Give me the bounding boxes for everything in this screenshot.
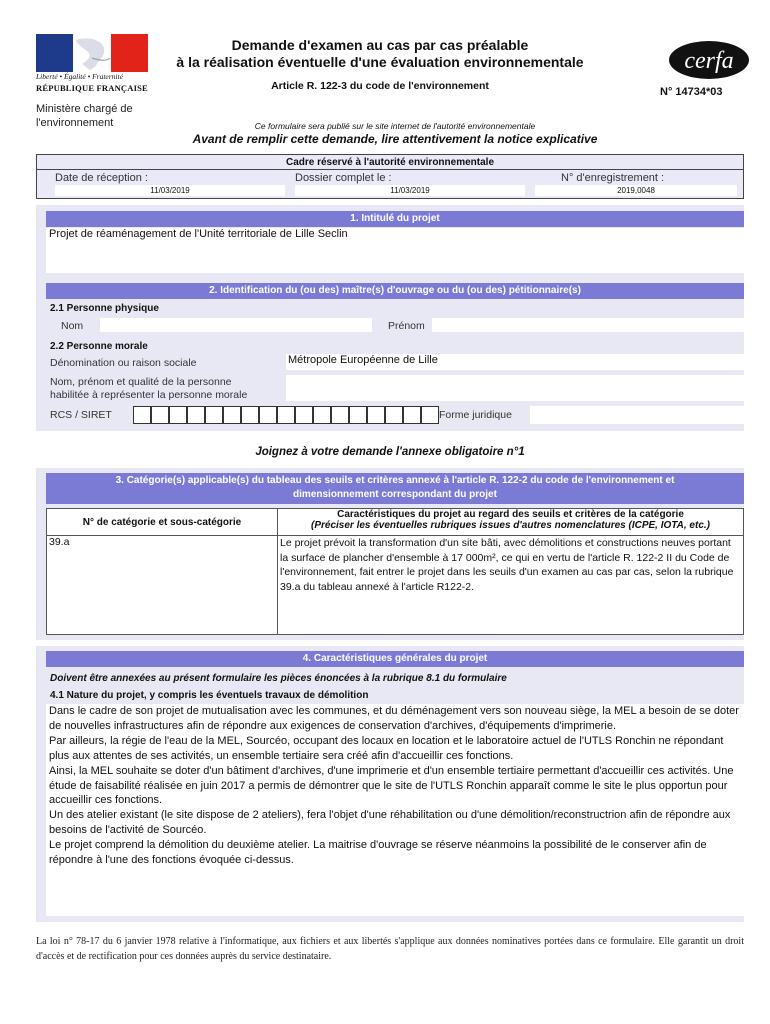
siret-digit-box[interactable] — [241, 406, 259, 424]
title-line-2: à la réalisation éventuelle d'une évaluation environnementale — [176, 54, 584, 70]
nom-field[interactable] — [100, 318, 372, 332]
habilitee-field[interactable] — [286, 375, 744, 401]
siret-digit-box[interactable] — [205, 406, 223, 424]
table-row — [47, 536, 744, 635]
cerfa-logo — [668, 40, 750, 80]
article-reference: Article R. 122-3 du code de l'environnement — [271, 80, 489, 92]
siret-digit-box[interactable] — [313, 406, 331, 424]
reserved-title: Cadre réservé à l'autorité environnementale — [285, 157, 495, 168]
siret-digit-box[interactable] — [277, 406, 295, 424]
paragraph: Un des atelier existant (le site dispose de 2 ateliers), fera l'objet d'une réhabilitation ou d'une démolition/reconstructrion afin de répondre aux besoins de l'activité de Sourcéo. — [49, 809, 731, 837]
enregistrement-field[interactable]: 2019,0048 — [535, 185, 737, 196]
publication-note: Ce formulaire sera publié sur le site internet de l'autorité environnementale — [254, 121, 536, 131]
nom-label: Nom — [61, 320, 84, 332]
siret-digit-box[interactable] — [421, 406, 439, 424]
ministere-label: Ministère chargé de l'environnement — [36, 103, 133, 129]
annexe-notice: Joignez à votre demande l'annexe obligatoire n°1 — [255, 446, 525, 458]
reserved-box — [36, 154, 744, 199]
paragraph: Ainsi, la MEL souhaite se doter d'un bâtiment d'archives, d'une imprimerie et d'un ensemble tertiaire permettant d'accueillir ces activités. Une étude de faisabilité réalisée en juin 2017 a permis de démontrer que le site de l'UTLS Ronchin apparaît comme le site le plus opportun pour accueillir ces fonctions. — [49, 764, 734, 807]
col-category-header: N° de catégorie et sous-catégorie — [47, 509, 278, 536]
prenom-label: Prénom — [388, 320, 425, 332]
personne-physique-title: 2.1 Personne physique — [50, 303, 159, 314]
forme-juridique-label: Forme juridique — [439, 409, 512, 421]
siret-digit-box[interactable] — [403, 406, 421, 424]
siret-digit-box[interactable] — [187, 406, 205, 424]
annex-required-note: Doivent être annexées au présent formulaire les pièces énoncées à la rubrique 8.1 du formulaire — [50, 673, 507, 684]
siret-digit-box[interactable] — [259, 406, 277, 424]
cnil-footer: La loi n° 78-17 du 6 janvier 1978 relative à l'informatique, aux fichiers et aux libertés s'applique aux données nominatives portées dans ce formulaire. Elle garantit un droit d'accès et de rectification pour ces données auprès du service destinataire. — [36, 936, 744, 962]
section-3-heading — [46, 473, 744, 504]
col-characteristics-header-line-2: (Préciser les éventuelles rubriques issues d'autres nomenclatures (ICPE, IOTA, etc.) — [310, 520, 710, 531]
section-4-heading: 4. Caractéristiques générales du projet — [46, 651, 744, 667]
republique-francaise: RÉPUBLIQUE FRANÇAISE — [36, 83, 148, 93]
section-3-heading-line-2: dimensionnement correspondant du projet — [293, 489, 497, 500]
reserved-divider — [37, 169, 743, 170]
date-reception-field[interactable]: 11/03/2019 — [55, 185, 285, 196]
paragraph: Dans le cadre de son projet de mutualisation avec les communes, et du déménagement vers son nouveau siège, la MEL a besoin de se doter de nouvelles infrastructures afin de répondre aux exigences de conservation d'archives, d'équipements d'imprimerie. — [49, 705, 739, 732]
date-reception-label: Date de réception : — [55, 172, 148, 184]
dossier-complet-label: Dossier complet le : — [295, 172, 392, 184]
col-characteristics-header-line-1: Caractéristiques du projet au regard des seuils et critères de la catégorie — [337, 509, 684, 520]
dossier-complet-field[interactable]: 11/03/2019 — [295, 185, 525, 196]
section-1-heading: 1. Intitulé du projet — [46, 211, 744, 227]
siret-digit-box[interactable] — [133, 406, 151, 424]
section-3-heading-line-1: 3. Catégorie(s) applicable(s) du tableau des seuils et critères annexé à l'article R. 122-2 du code de l'environnement et — [115, 475, 675, 486]
siret-digit-box[interactable] — [367, 406, 385, 424]
enregistrement-label: N° d'enregistrement : — [561, 172, 665, 184]
siret-digit-box[interactable] — [169, 406, 187, 424]
habilitee-label-line-1: Nom, prénom et qualité de la personne — [50, 376, 232, 388]
siret-digit-box[interactable] — [349, 406, 367, 424]
category-cell[interactable]: 39.a — [47, 536, 278, 635]
category-table — [46, 508, 744, 635]
siret-digit-box[interactable] — [385, 406, 403, 424]
personne-morale-title: 2.2 Personne morale — [50, 341, 148, 352]
marianne-logo — [36, 34, 148, 72]
siret-digit-box[interactable] — [331, 406, 349, 424]
characteristics-cell[interactable]: Le projet prévoit la transformation d'un site bâti, avec démolitions et constructions neuves portant la surface de plancher d'ensemble à 17 000m², ce qui en vertu de l'article R. 122-2 II du Code de l'environnement, fait entrer le projet dans les seuils d'un examen au cas par cas, selon la rubrique 39.a du tableau annexé à l'article R122-2. — [278, 536, 744, 635]
title-line-1: Demande d'examen au cas par cas préalable — [231, 37, 529, 53]
paragraph: Le projet comprend la démolition du deuxième atelier. La maitrise d'ouvrage se réserve néanmoins la possibilité de le conserver afin de répondre à l'une des fonctions évoquée ci-dessus. — [49, 839, 707, 867]
cerfa-number: N° 14734*03 — [660, 86, 723, 98]
notice-warning: Avant de remplir cette demande, lire attentivement la notice explicative — [192, 132, 598, 146]
devise: Liberté • Égalité • Fraternité — [36, 72, 123, 81]
siret-label: RCS / SIRET — [50, 409, 112, 421]
forme-juridique-field[interactable] — [530, 406, 744, 424]
cerfa-logo-text: cerfa — [684, 48, 734, 74]
siret-digit-box[interactable] — [151, 406, 169, 424]
denomination-label: Dénomination ou raison sociale — [50, 357, 197, 369]
siret-digit-box[interactable] — [295, 406, 313, 424]
prenom-field[interactable] — [432, 318, 744, 332]
section-2-heading: 2. Identification du (ou des) maître(s) d'ouvrage ou du (ou des) pétitionnaire(s) — [46, 283, 744, 299]
form-title — [160, 37, 600, 71]
nature-projet-field[interactable] — [46, 704, 744, 916]
nature-projet-title: 4.1 Nature du projet, y compris les éventuels travaux de démolition — [50, 690, 369, 701]
project-title-field[interactable]: Projet de réaménagement de l'Unité territoriale de Lille Seclin — [46, 228, 744, 273]
denomination-field[interactable]: Métropole Européenne de Lille — [286, 354, 744, 370]
siret-digit-box[interactable] — [223, 406, 241, 424]
col-characteristics-header — [278, 509, 744, 536]
habilitee-label-line-2: habilitée à représenter la personne morale — [50, 389, 248, 401]
habilitee-label — [50, 376, 247, 402]
paragraph: Par ailleurs, la régie de l'eau de la MEL, Sourcéo, occupant des locaux en location et le laboratoire actuel de l'UTLS Ronchin ne répondant plus aux attentes de ses activités, un ensemble tertiaire sera créé afin d'accueillir ces fonctions. — [49, 734, 724, 762]
